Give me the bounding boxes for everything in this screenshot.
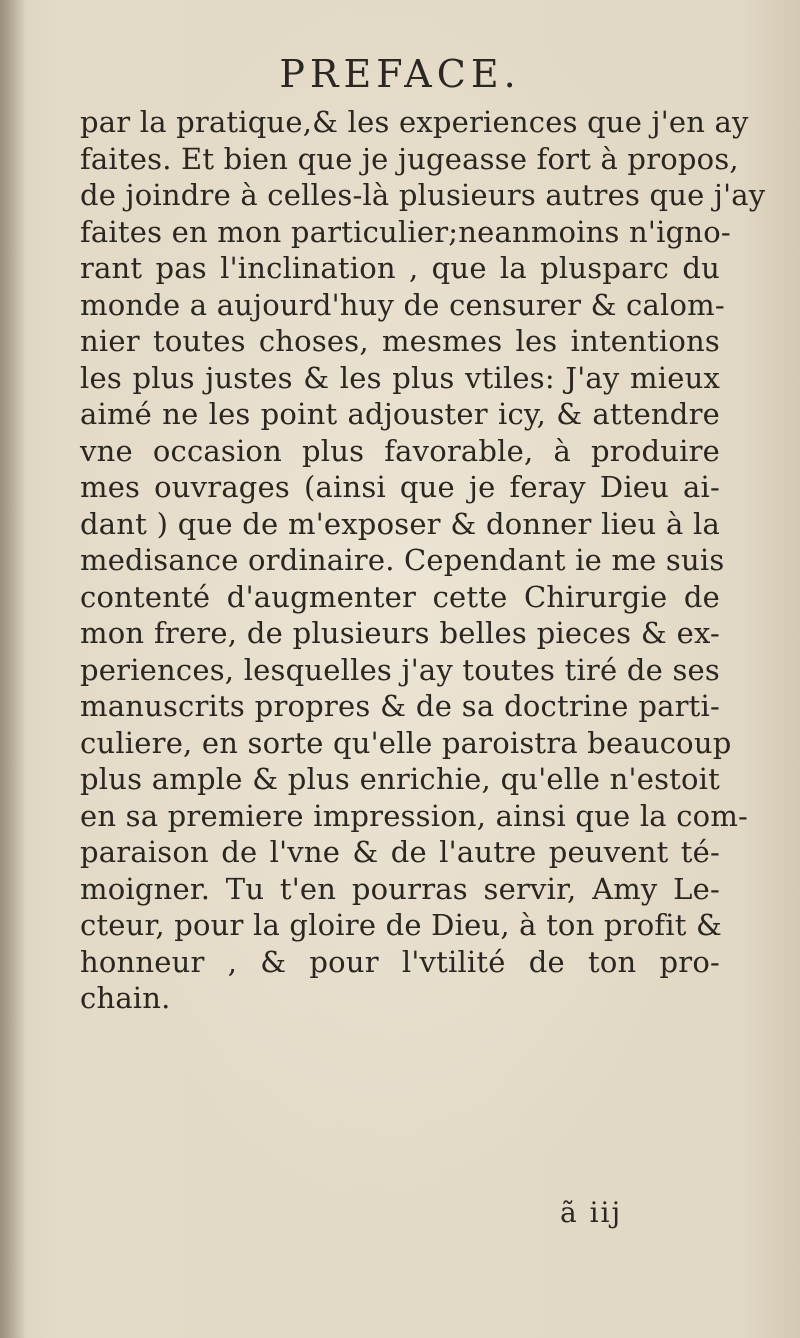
text-line: faites en mon particulier;neanmoins n'igno- bbox=[80, 214, 731, 249]
text-line: cteur, pour la gloire de Dieu, à ton profit & bbox=[80, 908, 723, 942]
text-line: en sa premiere impression, ainsi que la com- bbox=[80, 798, 749, 833]
text-line: nier toutes choses, mesmes les intentions bbox=[80, 324, 720, 358]
text-line: dant ) que de m'exposer & donner lieu à la bbox=[80, 506, 720, 541]
text-line: contenté d'augmenter cette Chirurgie de bbox=[80, 579, 720, 614]
text-line: honneur , & pour l'vtilité de ton pro- bbox=[80, 944, 720, 979]
text-line: mes ouvrages (ainsi que je feray Dieu ai- bbox=[80, 470, 720, 504]
text-line: vne occasion plus favorable, à produire bbox=[80, 433, 720, 468]
text-line: monde a aujourd'huy de censurer & calom- bbox=[80, 287, 725, 322]
text-line: medisance ordinaire. Cependant ie me suis bbox=[80, 543, 725, 577]
text-line: moigner. Tu t'en pourras servir, Amy Le- bbox=[80, 871, 720, 906]
text-line: faites. Et bien que je jugeasse fort à propos, bbox=[80, 141, 739, 176]
text-line: par la pratique,& les experiences que j'en ay bbox=[80, 105, 749, 139]
running-head: PREFACE. bbox=[279, 52, 521, 96]
text-line: mon frere, de plusieurs belles pieces & ex- bbox=[80, 616, 720, 650]
text-line: les plus justes & les plus vtiles: J'ay mieux bbox=[80, 360, 720, 395]
text-line: periences, lesquelles j'ay toutes tiré de ses bbox=[80, 652, 720, 687]
body-text bbox=[80, 104, 766, 1017]
text-line: de joindre à celles-là plusieurs autres que j'ay bbox=[80, 178, 766, 212]
signature-mark: ã iij bbox=[560, 1196, 623, 1229]
text-line: culiere, en sorte qu'elle paroistra beaucoup bbox=[80, 725, 732, 760]
text-line: plus ample & plus enrichie, qu'elle n'estoit bbox=[80, 762, 720, 796]
text-line: rant pas l'inclination , que la plusparc du bbox=[80, 251, 720, 285]
text-line: manuscrits propres & de sa doctrine parti- bbox=[80, 689, 720, 723]
gutter-shadow bbox=[0, 0, 26, 1338]
text-line: paraison de l'vne & de l'autre peuvent té- bbox=[80, 835, 720, 869]
text-line: aimé ne les point adjouster icy, & attendre bbox=[80, 397, 720, 431]
text-line: chain. bbox=[80, 981, 171, 1015]
